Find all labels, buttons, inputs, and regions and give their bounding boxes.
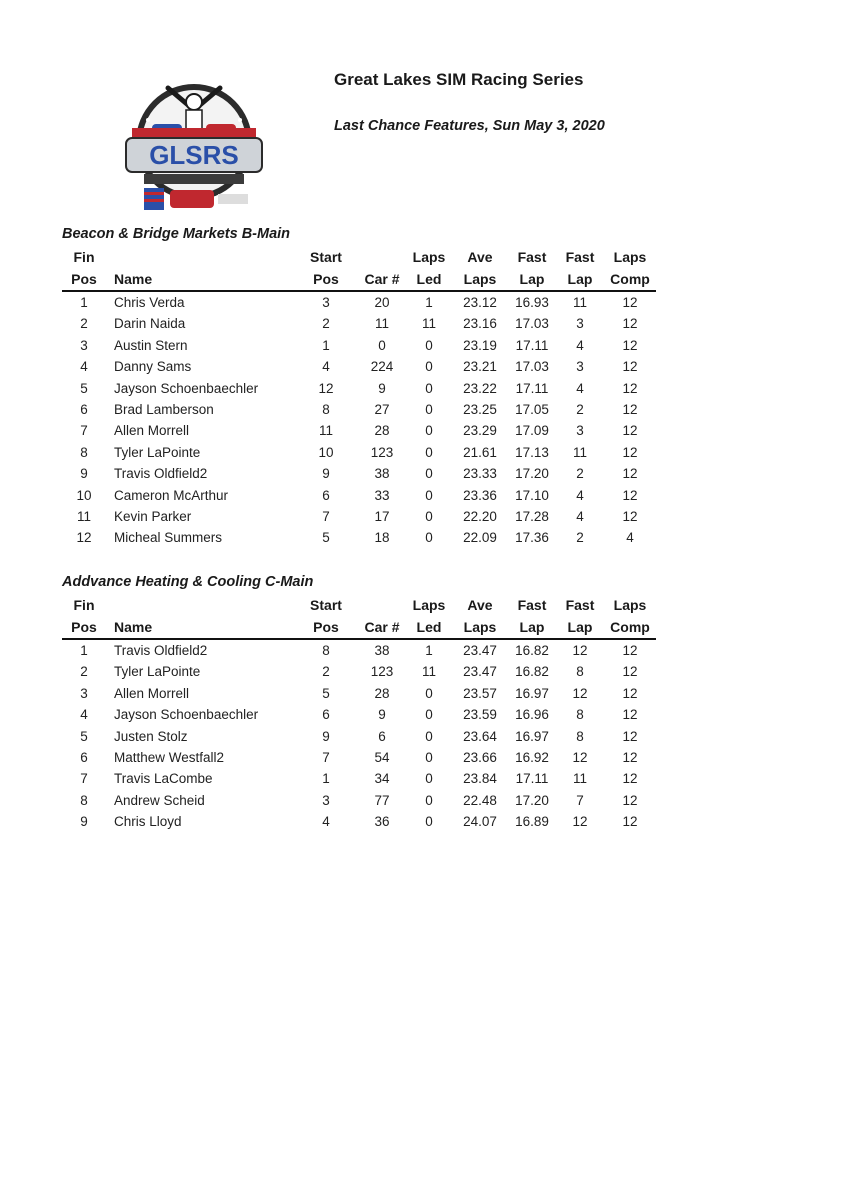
table-cell: 12 — [572, 643, 588, 658]
table-cell: 17.10 — [515, 487, 549, 503]
table-cell: 1 — [80, 295, 88, 310]
col-header: Fast — [517, 249, 547, 265]
table-cell: Jayson Schoenbaechler — [114, 380, 259, 396]
table-cell: Micheal Summers — [114, 530, 223, 546]
table-cell: 2 — [80, 316, 88, 332]
table-cell: 0 — [425, 466, 433, 482]
table-cell: 23.21 — [463, 359, 497, 375]
table-cell: 28 — [374, 423, 390, 439]
header-row — [62, 246, 656, 268]
table-cell: Danny Sams — [114, 359, 192, 375]
table-cell: 6 — [322, 707, 330, 723]
table-cell: 21.61 — [463, 444, 497, 460]
table-cell: 11 — [572, 444, 587, 460]
table-cell: 23.59 — [463, 707, 497, 723]
table-cell: 6 — [80, 402, 88, 418]
table-cell: 23.36 — [463, 487, 497, 503]
results-table — [62, 594, 656, 833]
table-cell: 17.09 — [515, 423, 549, 439]
table-cell: Kevin Parker — [114, 509, 192, 525]
section-title: Beacon & Bridge Markets B-Main — [62, 226, 291, 242]
table-cell: 3 — [576, 423, 584, 439]
col-header: Fast — [565, 597, 595, 613]
table-cell: 224 — [370, 359, 394, 375]
table-cell: 4 — [322, 814, 330, 830]
table-row — [62, 527, 656, 548]
col-header: Fast — [565, 249, 595, 265]
table-cell: 0 — [425, 707, 433, 723]
table-cell: 123 — [370, 444, 394, 460]
col-header: Lap — [556, 268, 604, 291]
table-cell: 27 — [374, 402, 390, 418]
table-row — [62, 661, 656, 682]
col-header: Fin — [73, 597, 95, 613]
table-cell: 1 — [322, 337, 330, 353]
table-row — [62, 790, 656, 811]
col-header: Led — [406, 616, 452, 639]
table-cell: Allen Morrell — [114, 423, 190, 439]
table-row — [62, 378, 656, 399]
table-cell: 38 — [374, 643, 390, 658]
col-header — [106, 594, 294, 616]
table-cell: 23.47 — [463, 664, 497, 680]
table-cell: 11 — [572, 295, 587, 310]
col-header: Pos — [294, 616, 358, 639]
table-row — [62, 485, 656, 506]
table-cell: 8 — [80, 792, 88, 808]
table-cell: 2 — [80, 664, 88, 680]
col-header: Laps — [613, 597, 647, 613]
table-cell: 12 — [622, 359, 638, 375]
table-cell: 7 — [576, 792, 584, 808]
table-cell: 23.66 — [463, 750, 497, 766]
table-cell: 4 — [576, 380, 584, 396]
table-cell: 22.20 — [463, 509, 497, 525]
table-cell: 38 — [374, 466, 390, 482]
table-row — [62, 442, 656, 463]
col-header: Laps — [412, 597, 446, 613]
table-cell: 1 — [322, 771, 330, 787]
table-cell: 23.22 — [463, 380, 497, 396]
table-cell: 24.07 — [463, 814, 497, 830]
col-header: Fast — [517, 597, 547, 613]
table-cell: 12 — [572, 750, 588, 766]
table-cell: 0 — [425, 337, 433, 353]
table-cell: Austin Stern — [114, 337, 188, 353]
table-cell: 2 — [322, 316, 330, 332]
table-cell: 77 — [374, 792, 390, 808]
table-cell: 36 — [374, 814, 390, 830]
table-row — [62, 768, 656, 789]
col-header: Name — [106, 268, 294, 291]
table-cell: 9 — [80, 814, 88, 830]
table-cell: 2 — [576, 466, 584, 482]
table-row — [62, 726, 656, 747]
table-cell: 12 — [622, 643, 638, 658]
col-header: Car # — [358, 616, 406, 639]
table-cell: 8 — [576, 707, 584, 723]
table-cell: 6 — [378, 728, 386, 744]
table-cell: 17.03 — [515, 316, 549, 332]
table-cell: 12 — [622, 380, 638, 396]
table-cell: 12 — [622, 487, 638, 503]
table-row — [62, 506, 656, 527]
table-cell: 16.96 — [515, 707, 549, 723]
table-cell: 12 — [622, 707, 638, 723]
col-header: Laps — [452, 268, 508, 291]
table-cell: 17.28 — [515, 509, 549, 525]
table-cell: 12 — [622, 792, 638, 808]
col-header — [106, 246, 294, 268]
table-cell: 17.20 — [515, 466, 549, 482]
table-cell: 11 — [318, 423, 333, 439]
table-row — [62, 356, 656, 377]
table-cell: 12 — [622, 664, 638, 680]
table-cell: 17.05 — [515, 402, 549, 418]
table-cell: 0 — [425, 750, 433, 766]
col-header — [358, 246, 406, 268]
col-header: Lap — [508, 616, 556, 639]
table-cell: 12 — [622, 750, 638, 766]
col-header: Comp — [604, 616, 656, 639]
section-title: Addvance Heating & Cooling C-Main — [62, 574, 314, 590]
header-row — [62, 594, 656, 616]
table-cell: 9 — [80, 466, 88, 482]
table-cell: Darin Naida — [114, 316, 186, 332]
table-cell: 17.03 — [515, 359, 549, 375]
results-table — [62, 246, 656, 549]
page-subtitle: Last Chance Features, Sun May 3, 2020 — [334, 118, 605, 134]
table-cell: 8 — [576, 728, 584, 744]
table-cell: 28 — [374, 685, 390, 701]
table-cell: 54 — [374, 750, 390, 766]
table-cell: 34 — [374, 771, 390, 787]
table-cell: 22.09 — [463, 530, 497, 546]
col-header: Start — [310, 597, 342, 613]
table-cell: 12 — [318, 380, 334, 396]
table-cell: 16.92 — [515, 750, 549, 766]
table-cell: 0 — [425, 423, 433, 439]
table-cell: 11 — [421, 664, 436, 680]
table-cell: 6 — [322, 487, 330, 503]
table-cell: 17.13 — [515, 444, 549, 460]
table-row — [62, 463, 656, 484]
table-cell: 17.20 — [515, 792, 549, 808]
table-cell: 4 — [576, 487, 584, 503]
table-cell: 3 — [80, 337, 88, 353]
table-cell: 5 — [80, 380, 88, 396]
table-cell: 23.25 — [463, 402, 497, 418]
table-row — [62, 291, 656, 313]
table-cell: 5 — [80, 728, 88, 744]
table-row — [62, 811, 656, 832]
table-cell: 17.11 — [515, 337, 549, 353]
table-cell: 23.29 — [463, 423, 497, 439]
table-cell: 23.16 — [463, 316, 497, 332]
table-cell: 0 — [378, 337, 386, 353]
table-cell: 5 — [322, 685, 330, 701]
table-cell: Brad Lamberson — [114, 402, 214, 418]
table-cell: 0 — [425, 509, 433, 525]
table-cell: 17 — [374, 509, 390, 525]
col-header: Pos — [62, 268, 106, 291]
table-cell: 4 — [80, 359, 88, 375]
header-row — [62, 268, 656, 291]
table-cell: Tyler LaPointe — [114, 444, 201, 460]
table-row — [62, 335, 656, 356]
table-cell: 3 — [80, 685, 88, 701]
table-row — [62, 639, 656, 661]
table-cell: 3 — [322, 792, 330, 808]
table-cell: 10 — [76, 487, 92, 503]
col-header: Laps — [412, 249, 446, 265]
col-header: Laps — [452, 616, 508, 639]
table-cell: 17.36 — [515, 530, 549, 546]
table-cell: 12 — [622, 771, 638, 787]
table-cell: 0 — [425, 530, 433, 546]
table-row — [62, 683, 656, 704]
table-cell: Travis Oldfield2 — [114, 643, 208, 658]
table-cell: Travis Oldfield2 — [114, 466, 208, 482]
table-cell: Andrew Scheid — [114, 792, 205, 808]
table-cell: 12 — [622, 295, 638, 310]
table-cell: 3 — [576, 316, 584, 332]
col-header: Lap — [508, 268, 556, 291]
table-cell: 0 — [425, 814, 433, 830]
table-cell: Travis LaCombe — [114, 771, 213, 787]
table-cell: Matthew Westfall2 — [114, 750, 225, 766]
col-header: Fin — [73, 249, 95, 265]
col-header: Comp — [604, 268, 656, 291]
table-cell: 2 — [322, 664, 330, 680]
table-cell: 0 — [425, 728, 433, 744]
table-cell: 0 — [425, 402, 433, 418]
table-cell: 5 — [322, 530, 330, 546]
col-header: Name — [106, 616, 294, 639]
table-row — [62, 704, 656, 725]
table-cell: 0 — [425, 487, 433, 503]
table-cell: 2 — [576, 530, 584, 546]
table-cell: 12 — [622, 444, 638, 460]
table-cell: 9 — [378, 707, 386, 723]
col-header: Ave — [467, 597, 493, 613]
table-cell: Chris Lloyd — [114, 814, 182, 830]
table-cell: 1 — [80, 643, 88, 658]
table-cell: Justen Stolz — [114, 728, 188, 744]
table-cell: 23.33 — [463, 466, 497, 482]
table-cell: 16.82 — [515, 664, 549, 680]
table-cell: 0 — [425, 685, 433, 701]
table-cell: 4 — [322, 359, 330, 375]
table-cell: 23.19 — [463, 337, 497, 353]
table-cell: 16.82 — [515, 643, 549, 658]
col-header: Pos — [62, 616, 106, 639]
table-cell: 12 — [622, 509, 638, 525]
table-cell: 9 — [322, 466, 330, 482]
table-cell: 12 — [622, 685, 638, 701]
b-main-section — [62, 226, 648, 549]
table-row — [62, 313, 656, 334]
table-cell: 23.64 — [463, 728, 497, 744]
table-cell: 33 — [374, 487, 390, 503]
table-cell: Cameron McArthur — [114, 487, 229, 503]
page-title: Great Lakes SIM Racing Series — [334, 70, 584, 89]
table-cell: 12 — [622, 728, 638, 744]
table-cell: 12 — [76, 530, 92, 546]
col-header: Led — [406, 268, 452, 291]
table-cell: 12 — [622, 814, 638, 830]
table-cell: 12 — [572, 685, 588, 701]
table-cell: 23.47 — [463, 643, 497, 658]
col-header: Lap — [556, 616, 604, 639]
table-cell: Tyler LaPointe — [114, 664, 201, 680]
table-cell: 123 — [370, 664, 394, 680]
table-cell: 4 — [576, 337, 584, 353]
table-cell: 12 — [622, 423, 638, 439]
table-cell: 16.97 — [515, 728, 549, 744]
c-main-section — [62, 574, 648, 833]
table-cell: 12 — [622, 337, 638, 353]
table-cell: 7 — [322, 509, 330, 525]
table-cell: 11 — [421, 316, 436, 332]
table-cell: 2 — [576, 402, 584, 418]
table-cell: 9 — [322, 728, 330, 744]
table-cell: 8 — [576, 664, 584, 680]
header-row — [62, 616, 656, 639]
col-header: Car # — [358, 268, 406, 291]
table-cell: 9 — [378, 380, 386, 396]
col-header: Start — [310, 249, 342, 265]
table-cell: 23.12 — [463, 295, 497, 310]
table-cell: 0 — [425, 380, 433, 396]
table-cell: 3 — [576, 359, 584, 375]
table-cell: 8 — [80, 444, 88, 460]
col-header: Laps — [613, 249, 647, 265]
table-cell: 11 — [76, 509, 91, 525]
table-cell: 7 — [80, 771, 88, 787]
table-cell: 0 — [425, 792, 433, 808]
col-header — [358, 594, 406, 616]
table-cell: 17.11 — [515, 771, 549, 787]
table-cell: 23.57 — [463, 685, 497, 701]
table-cell: 11 — [374, 316, 389, 332]
table-row — [62, 420, 656, 441]
table-cell: 1 — [425, 295, 433, 310]
table-cell: 17.11 — [515, 380, 549, 396]
table-cell: 4 — [576, 509, 584, 525]
table-cell: 4 — [626, 530, 634, 546]
glsrs-logo — [118, 80, 270, 220]
table-cell: 12 — [622, 466, 638, 482]
table-cell: 0 — [425, 771, 433, 787]
table-cell: 12 — [622, 316, 638, 332]
table-cell: 0 — [425, 359, 433, 375]
table-cell: 8 — [322, 402, 330, 418]
table-cell: 23.84 — [463, 771, 497, 787]
table-cell: 16.89 — [515, 814, 549, 830]
table-cell: 20 — [374, 295, 390, 310]
table-cell: 0 — [425, 444, 433, 460]
table-cell: 7 — [322, 750, 330, 766]
table-cell: 3 — [322, 295, 330, 310]
col-header: Ave — [467, 249, 493, 265]
logo-text: GLSRS — [149, 140, 239, 170]
table-cell: 4 — [80, 707, 88, 723]
table-cell: 7 — [80, 423, 88, 439]
table-cell: 1 — [425, 643, 433, 658]
table-row — [62, 747, 656, 768]
table-cell: 22.48 — [463, 792, 497, 808]
table-cell: Jayson Schoenbaechler — [114, 707, 259, 723]
table-cell: 10 — [318, 444, 334, 460]
table-cell: Chris Verda — [114, 295, 185, 310]
table-cell: 16.97 — [515, 685, 549, 701]
table-cell: 8 — [322, 643, 330, 658]
col-header: Pos — [294, 268, 358, 291]
table-row — [62, 399, 656, 420]
table-cell: 6 — [80, 750, 88, 766]
table-cell: Allen Morrell — [114, 685, 190, 701]
table-cell: 12 — [622, 402, 638, 418]
table-cell: 16.93 — [515, 295, 549, 310]
table-cell: 11 — [572, 771, 587, 787]
table-cell: 18 — [374, 530, 390, 546]
table-cell: 12 — [572, 814, 588, 830]
